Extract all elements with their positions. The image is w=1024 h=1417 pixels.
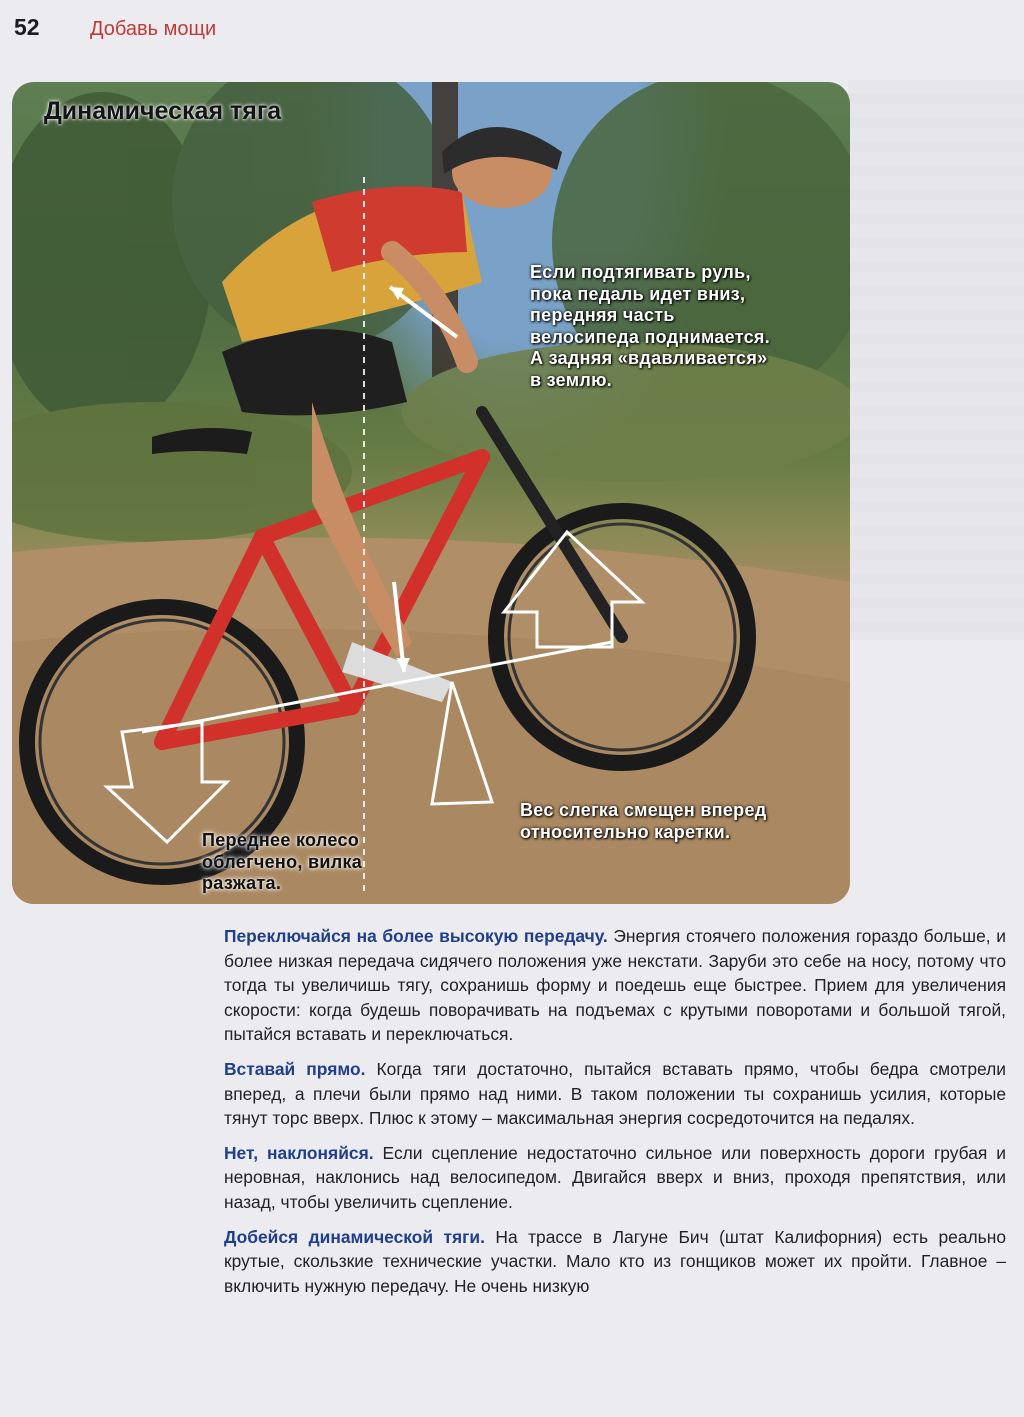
run-in-heading: Нет, наклоняйся. bbox=[224, 1142, 374, 1163]
paragraph-lean bbox=[224, 1141, 1006, 1215]
paragraph-stand-straight bbox=[224, 1057, 1006, 1131]
paragraph-dynamic-traction bbox=[224, 1225, 1006, 1299]
run-in-heading: Переключайся на более высокую передачу. bbox=[224, 926, 608, 946]
running-title: Добавь мощи bbox=[90, 18, 217, 40]
page-number: 52 bbox=[14, 14, 40, 40]
run-in-heading: Вставай прямо. bbox=[224, 1058, 366, 1079]
paragraph-text: Если сцепление недостаточно сильное или поверхность дороги грубая и неровная, наклонись над велосипедом. Двигайся вверх и вниз, проходя препятствия, или назад, чтобы увеличить сцепление. bbox=[224, 1142, 1007, 1212]
callout-front-wheel: Переднее колесо облегчено, вилка разжата. bbox=[202, 830, 363, 894]
callout-pull-handlebar: Если подтягивать руль, пока педаль идет вниз, передняя часть велосипеда поднимается. А задняя «вдавливается» в землю. bbox=[530, 262, 771, 390]
article-body bbox=[224, 924, 1006, 1308]
photo-illustration bbox=[12, 82, 850, 904]
cyclist-photo bbox=[12, 82, 850, 904]
run-in-heading: Добейся динамической тяги. bbox=[224, 1226, 485, 1247]
callout-weight-shift: Вес слегка смещен вперед относительно каретки. bbox=[520, 800, 767, 842]
facing-page-bleed bbox=[848, 80, 1024, 640]
photo-title: Динамическая тяга bbox=[44, 97, 282, 125]
paragraph-text: Энергия стоячего положения гораздо больше, и более низкая передача сидячего положения уже некстати. Заруби это себе на носу, потому что тогда ты увеличишь тягу, сохранишь форму и поедешь еще быстрее. Прием для увеличения скорости: когда будешь поворачивать на подъемах с крутыми поворотами и большой тягой, пытайся вставать и переключаться. bbox=[224, 926, 1006, 1045]
paragraph-text: На трассе в Лагуне Бич (штат Калифорния) есть реально крутые, скользкие технические участки. Мало кто из гонщиков может их пройти. Главное – включить нужную передачу. Не очень низкую bbox=[224, 1226, 1006, 1296]
paragraph-text: Когда тяги достаточно, пытайся вставать прямо, чтобы бедра смотрели вперед, а плечи были прямо над ними. В таком положении ты сохранишь усилия, которые тянут торс вверх. Плюс к этому – максимальная энергия сосредоточится на педалях. bbox=[224, 1058, 1006, 1129]
paragraph-higher-gear bbox=[224, 924, 1006, 1047]
